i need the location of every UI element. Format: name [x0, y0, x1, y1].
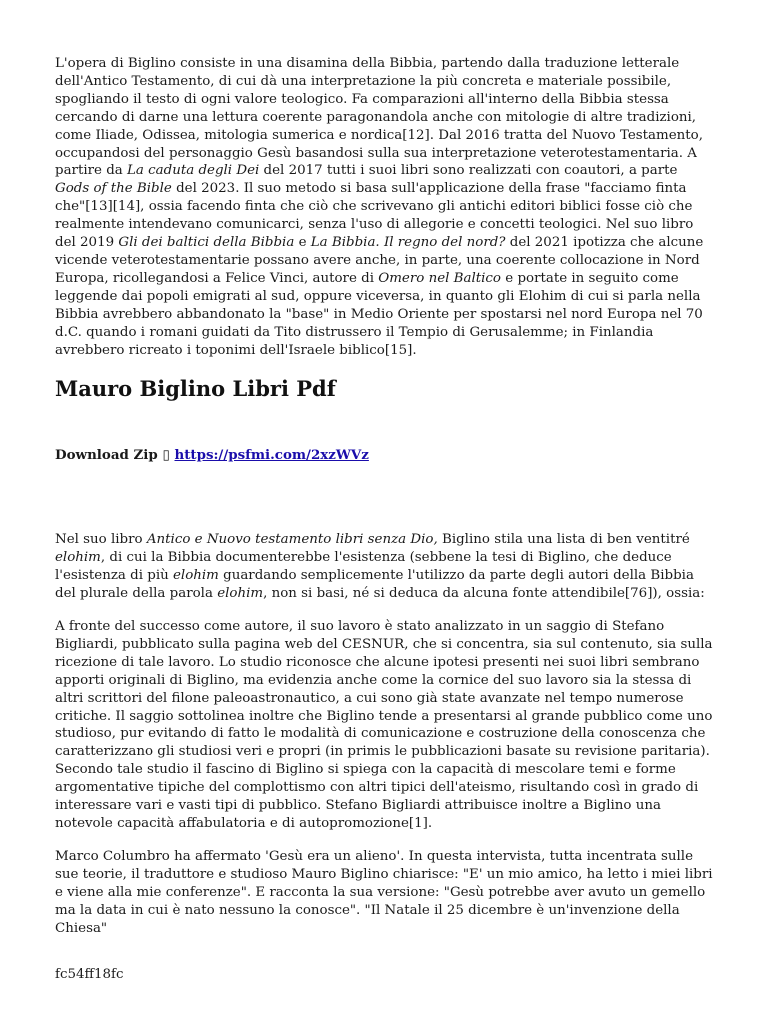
- footer-code: fc54ff18fc: [55, 967, 124, 983]
- intro-text-3: del 2023. Il suo metodo si basa sull'applicazione della frase "facciamo finta che"[13][14], ossia facendo finta che ciò che scrivevano gli antichi editori biblici fosse ciò che realmente intendevano comunicarci, senza l'uso di allegorie e concetti teologici. Nel suo libro del 2019: [55, 181, 694, 251]
- intro-title-1: La caduta degli Dei: [127, 163, 260, 179]
- para2-text-3: , di cui la Bibbia documenterebbe l'esistenza (sebbene la tesi di Biglino, che deduce l'esistenza di più: [55, 550, 672, 584]
- download-line: [55, 446, 715, 465]
- para2-term-1: elohim: [55, 550, 101, 566]
- columbro-paragraph: Marco Columbro ha affermato 'Gesù era un alieno'. In questa intervista, tutta incentrata sulle sue teorie, il traduttore e studioso Mauro Biglino chiarisce: "E' un mio amico, ha letto i miei libri e viene alla mie conferenze". E racconta la sua versione: "Gesù potrebbe aver avuto un gemello ma la data in cui è nato nessuno la conosce". "Il Natale il 25 dicembre è un'invenzione della Chiesa": [55, 848, 713, 936]
- intro-text-4: e: [294, 235, 311, 251]
- intro-title-4: La Bibbia. Il regno del nord?: [310, 235, 506, 251]
- intro-text-2: del 2017 tutti i suoi libri sono realizzati con coautori, a parte: [259, 163, 678, 179]
- para2-text-5: , non si basi, né si deduca da alcuna fonte attendibile[76]), ossia:: [263, 586, 705, 602]
- intro-text-6: e portate in seguito come leggende dai popoli emigrati al sud, oppure viceversa, in quanto gli Elohim di cui si parla nella Bibbia avrebbero abbandonato la "base" in Medio Oriente per spostarsi nel nord Europa nel 70 d.C. quando i romani guidati da Tito distrussero il Tempio di Gerusalemme; in Finlandia avrebbero ricreato i toponimi dell'Israele biblico[15].: [55, 270, 703, 358]
- para2-text-2: Biglino stila una lista di ben ventitré: [437, 532, 690, 548]
- para2-text-4: guardando semplicemente l'utilizzo da parte degli autori della Bibbia del plurale della parola: [55, 568, 694, 602]
- intro-title-5: Omero nel Baltico: [378, 270, 501, 286]
- download-label: Download Zip: [55, 447, 158, 464]
- intro-text-1: L'opera di Biglino consiste in una disamina della Bibbia, partendo dalla traduzione letterale dell'Antico Testamento, di cui dà una interpretazione la più concreta e materiale possibile, spogliando il testo di ogni valore teologico. Fa comparazioni all'interno della Bibbia stessa cercando di darne una lettura coerente paragonandola anche con mitologie di altre tradizioni, come Iliade, Odissea, mitologia sumerica e nordica[12]. Dal 2016 tratta del Nuovo Testamento, occupandosi del personaggio Gesù basandosi sulla sua interpretazione veterotestamentaria. A partire da: [55, 56, 703, 179]
- page-title: Mauro Biglino Libri Pdf: [55, 376, 336, 402]
- elohim-paragraph: [55, 531, 715, 603]
- para2-term-2: elohim: [173, 568, 219, 584]
- intro-title-3: Gli dei baltici della Bibbia: [118, 235, 295, 251]
- intro-text-5: del 2021 ipotizza che alcune vicende veterotestamentarie possano avere anche, in parte, una coerente collocazione in Nord Europa, ricollegandosi a Felice Vinci, autore di: [55, 235, 704, 286]
- intro-paragraph: [55, 55, 715, 359]
- para2-text-1: Nel suo libro: [55, 532, 147, 548]
- para2-book-title: Antico e Nuovo testamento libri senza Dio,: [146, 532, 438, 548]
- intro-title-2: Gods of the Bible: [55, 181, 172, 197]
- box-icon: ▯: [162, 448, 170, 464]
- para2-term-3: elohim: [217, 586, 264, 602]
- download-link[interactable]: https://psfmi.com/2xzWVz: [174, 447, 369, 464]
- bigliardi-paragraph: A fronte del successo come autore, il suo lavoro è stato analizzato in un saggio di Stefano Bigliardi, pubblicato sulla pagina web del CESNUR, che si concentra, sia sul contenuto, sia sulla ricezione di tale lavoro. Lo studio riconosce che alcune ipotesi presenti nei suoi libri sembrano apporti originali di Biglino, ma evidenzia anche come la cornice del suo lavoro sia la stessa di altri scrittori del filone paleoastronautico, a cui sono già state avanzate nel tempo numerose critiche. Il saggio sottolinea inoltre che Biglino tende a presentarsi al grande pubblico come uno studioso, pur evitando di fatto le modalità di comunicazione e costruzione della conoscenza che caratterizzano gli studiosi veri e propri (in primis le pubblicazioni basate su revisione paritaria). Secondo tale studio il fascino di Biglino si spiega con la capacità di mescolare temi e forme argomentative tipiche del complottismo con altri tipici dell'ateismo, risultando così in grado di interessare vari e vasti tipi di pubblico. Stefano Bigliardi attribuisce inoltre a Biglino una notevole capacità affabulatoria e di autopromozione[1].: [55, 619, 713, 831]
